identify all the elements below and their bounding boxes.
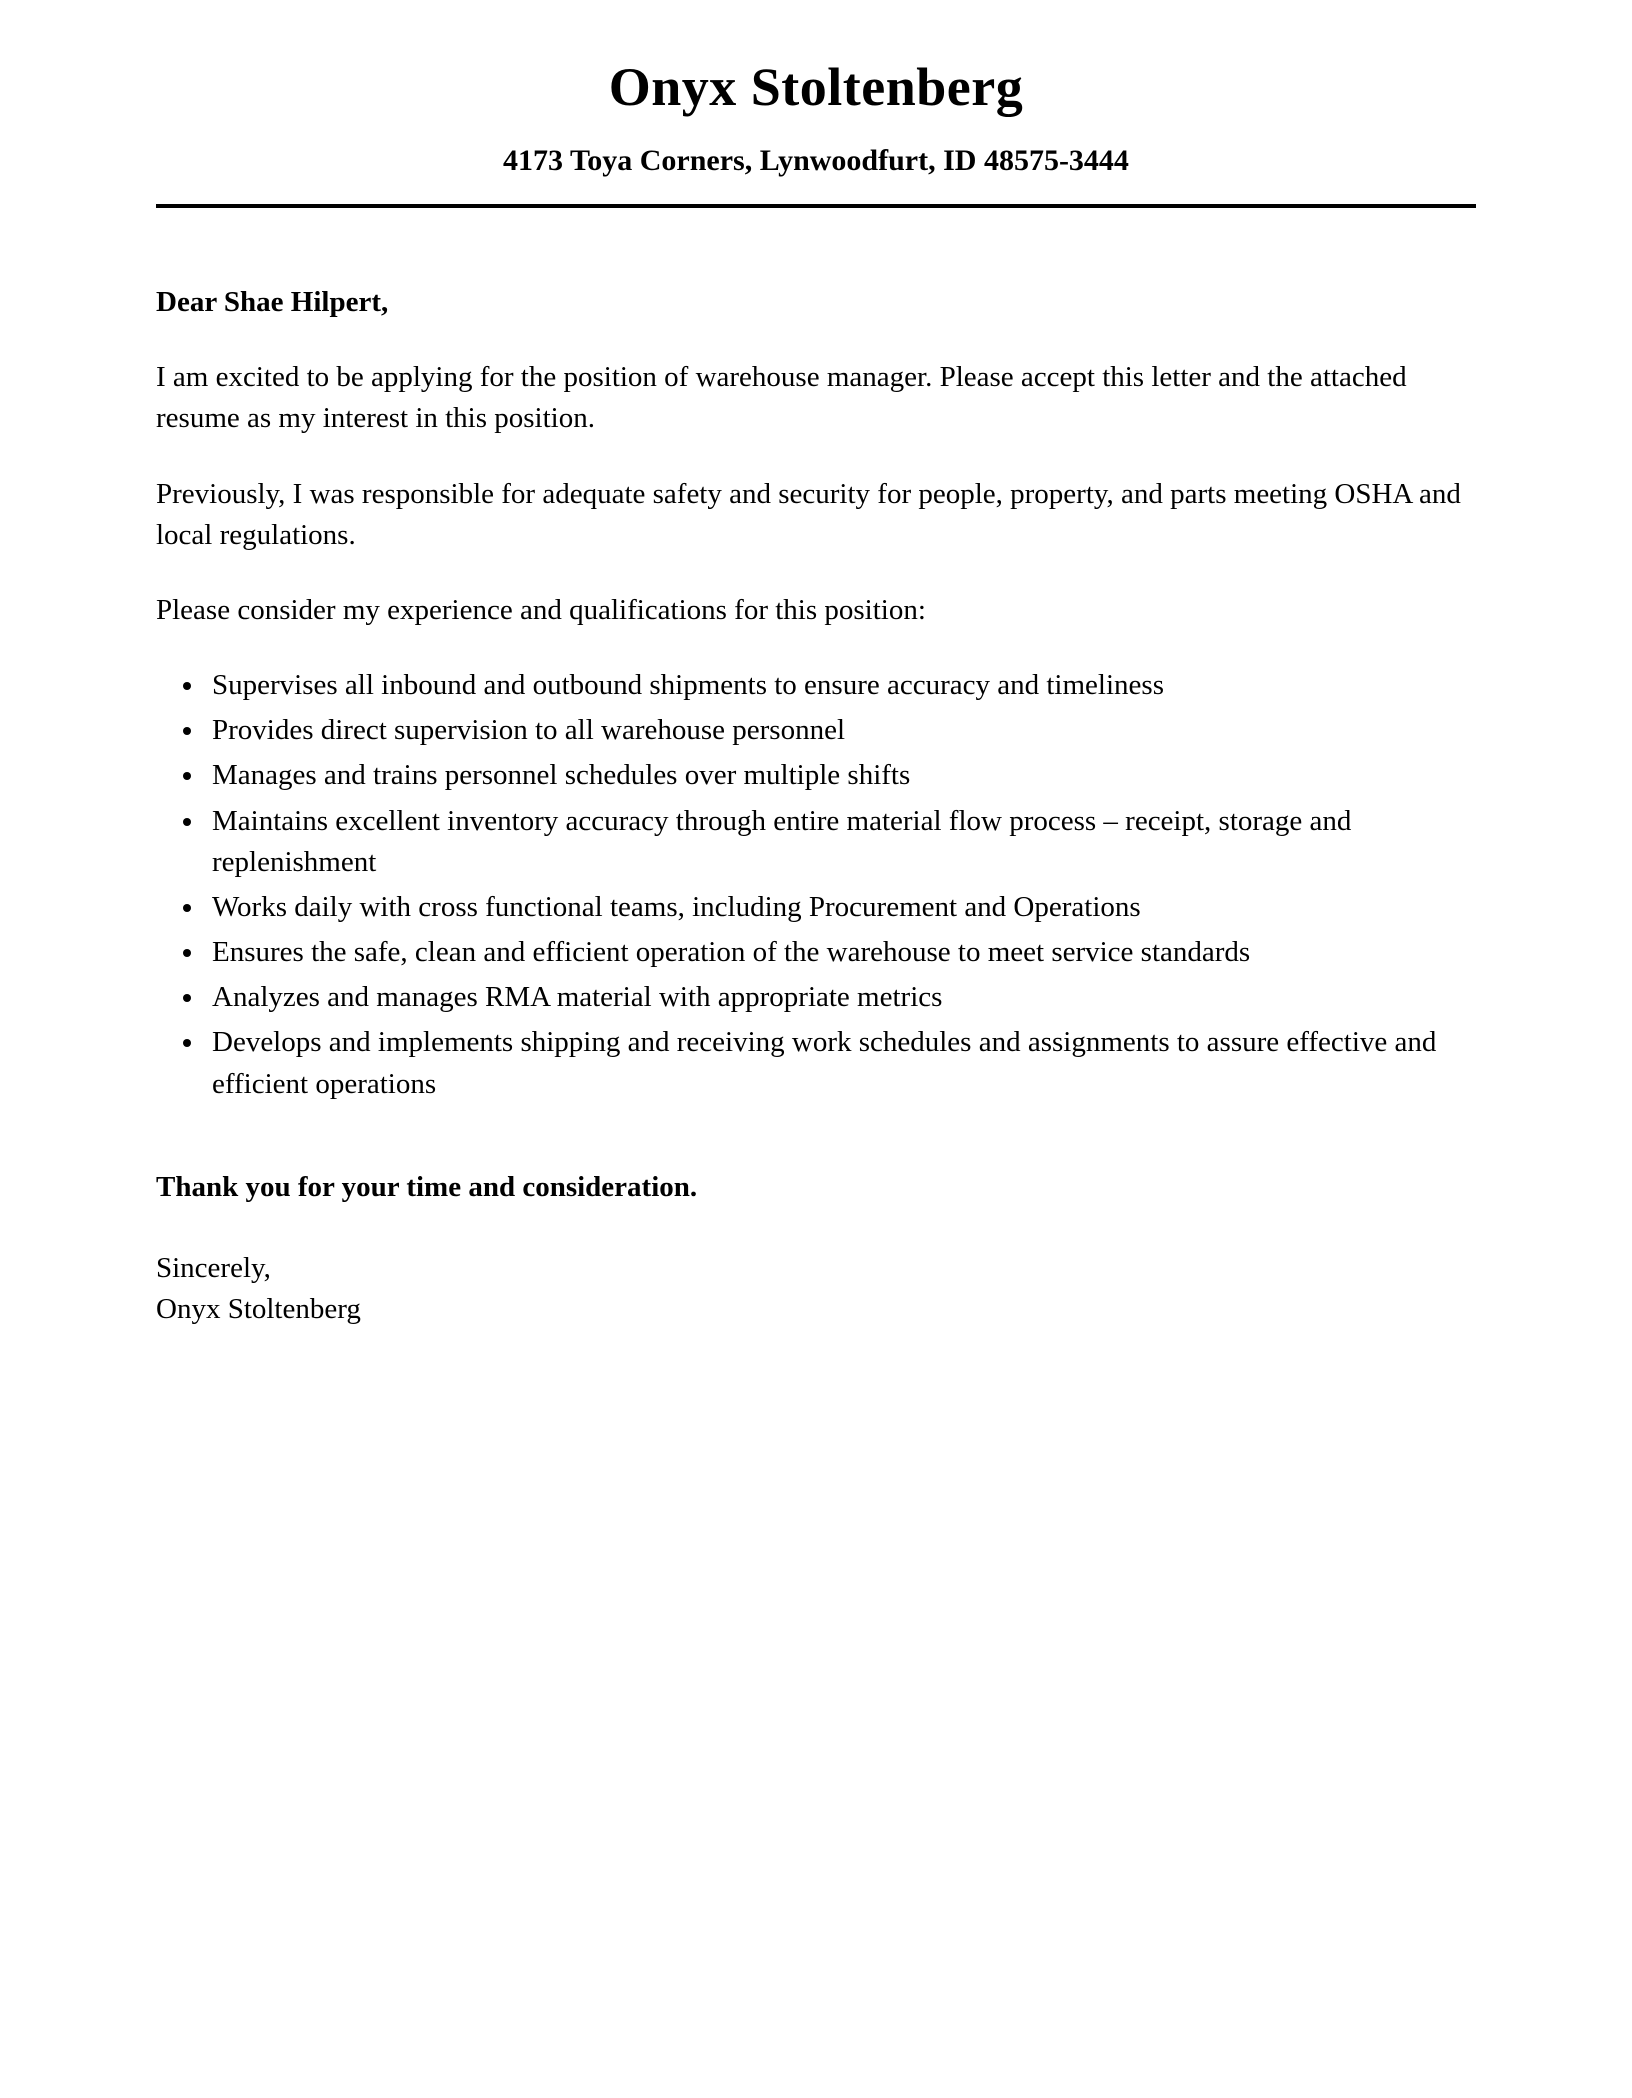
signoff-block — [156, 1248, 1476, 1330]
qualification-item: • Ensures the safe, clean and efficient operation of the warehouse to meet service standards — [206, 932, 1476, 973]
qualification-item: • Analyzes and manages RMA material with appropriate metrics — [206, 977, 1476, 1018]
qualifications-list — [156, 665, 1476, 1105]
qualification-item: • Manages and trains personnel schedules over multiple shifts — [206, 755, 1476, 796]
intro-paragraph: I am excited to be applying for the position of warehouse manager. Please accept this letter and the attached resume as my interest in this position. — [156, 361, 1407, 435]
qualification-item: • Develops and implements shipping and receiving work schedules and assignments to assure effective and efficient operations — [206, 1022, 1476, 1104]
qualification-item: • Maintains excellent inventory accuracy through entire material flow process – receipt, storage and replenishment — [206, 801, 1476, 883]
qualification-item: • Works daily with cross functional teams, including Procurement and Operations — [206, 887, 1476, 928]
sender-name: Onyx Stoltenberg — [608, 57, 1024, 117]
signoff-line: Sincerely, — [156, 1251, 271, 1284]
qualifications-lead-paragraph: Please consider my experience and qualifications for this position: — [156, 593, 926, 626]
experience-paragraph: Previously, I was responsible for adequate safety and security for people, property, and parts meeting OSHA and local regulations. — [156, 477, 1461, 551]
letter-header — [156, 56, 1476, 208]
qualification-item: • Provides direct supervision to all warehouse personnel — [206, 710, 1476, 751]
letter-body — [156, 282, 1476, 1330]
qualification-item: • Supervises all inbound and outbound shipments to ensure accuracy and timeliness — [206, 665, 1476, 706]
greeting-line: Dear Shae Hilpert, — [156, 286, 389, 318]
thank-you-line: Thank you for your time and consideration. — [156, 1170, 698, 1203]
signature-name: Onyx Stoltenberg — [156, 1293, 361, 1326]
sender-address: 4173 Toya Corners, Lynwoodfurt, ID 48575-3444 — [503, 144, 1129, 177]
